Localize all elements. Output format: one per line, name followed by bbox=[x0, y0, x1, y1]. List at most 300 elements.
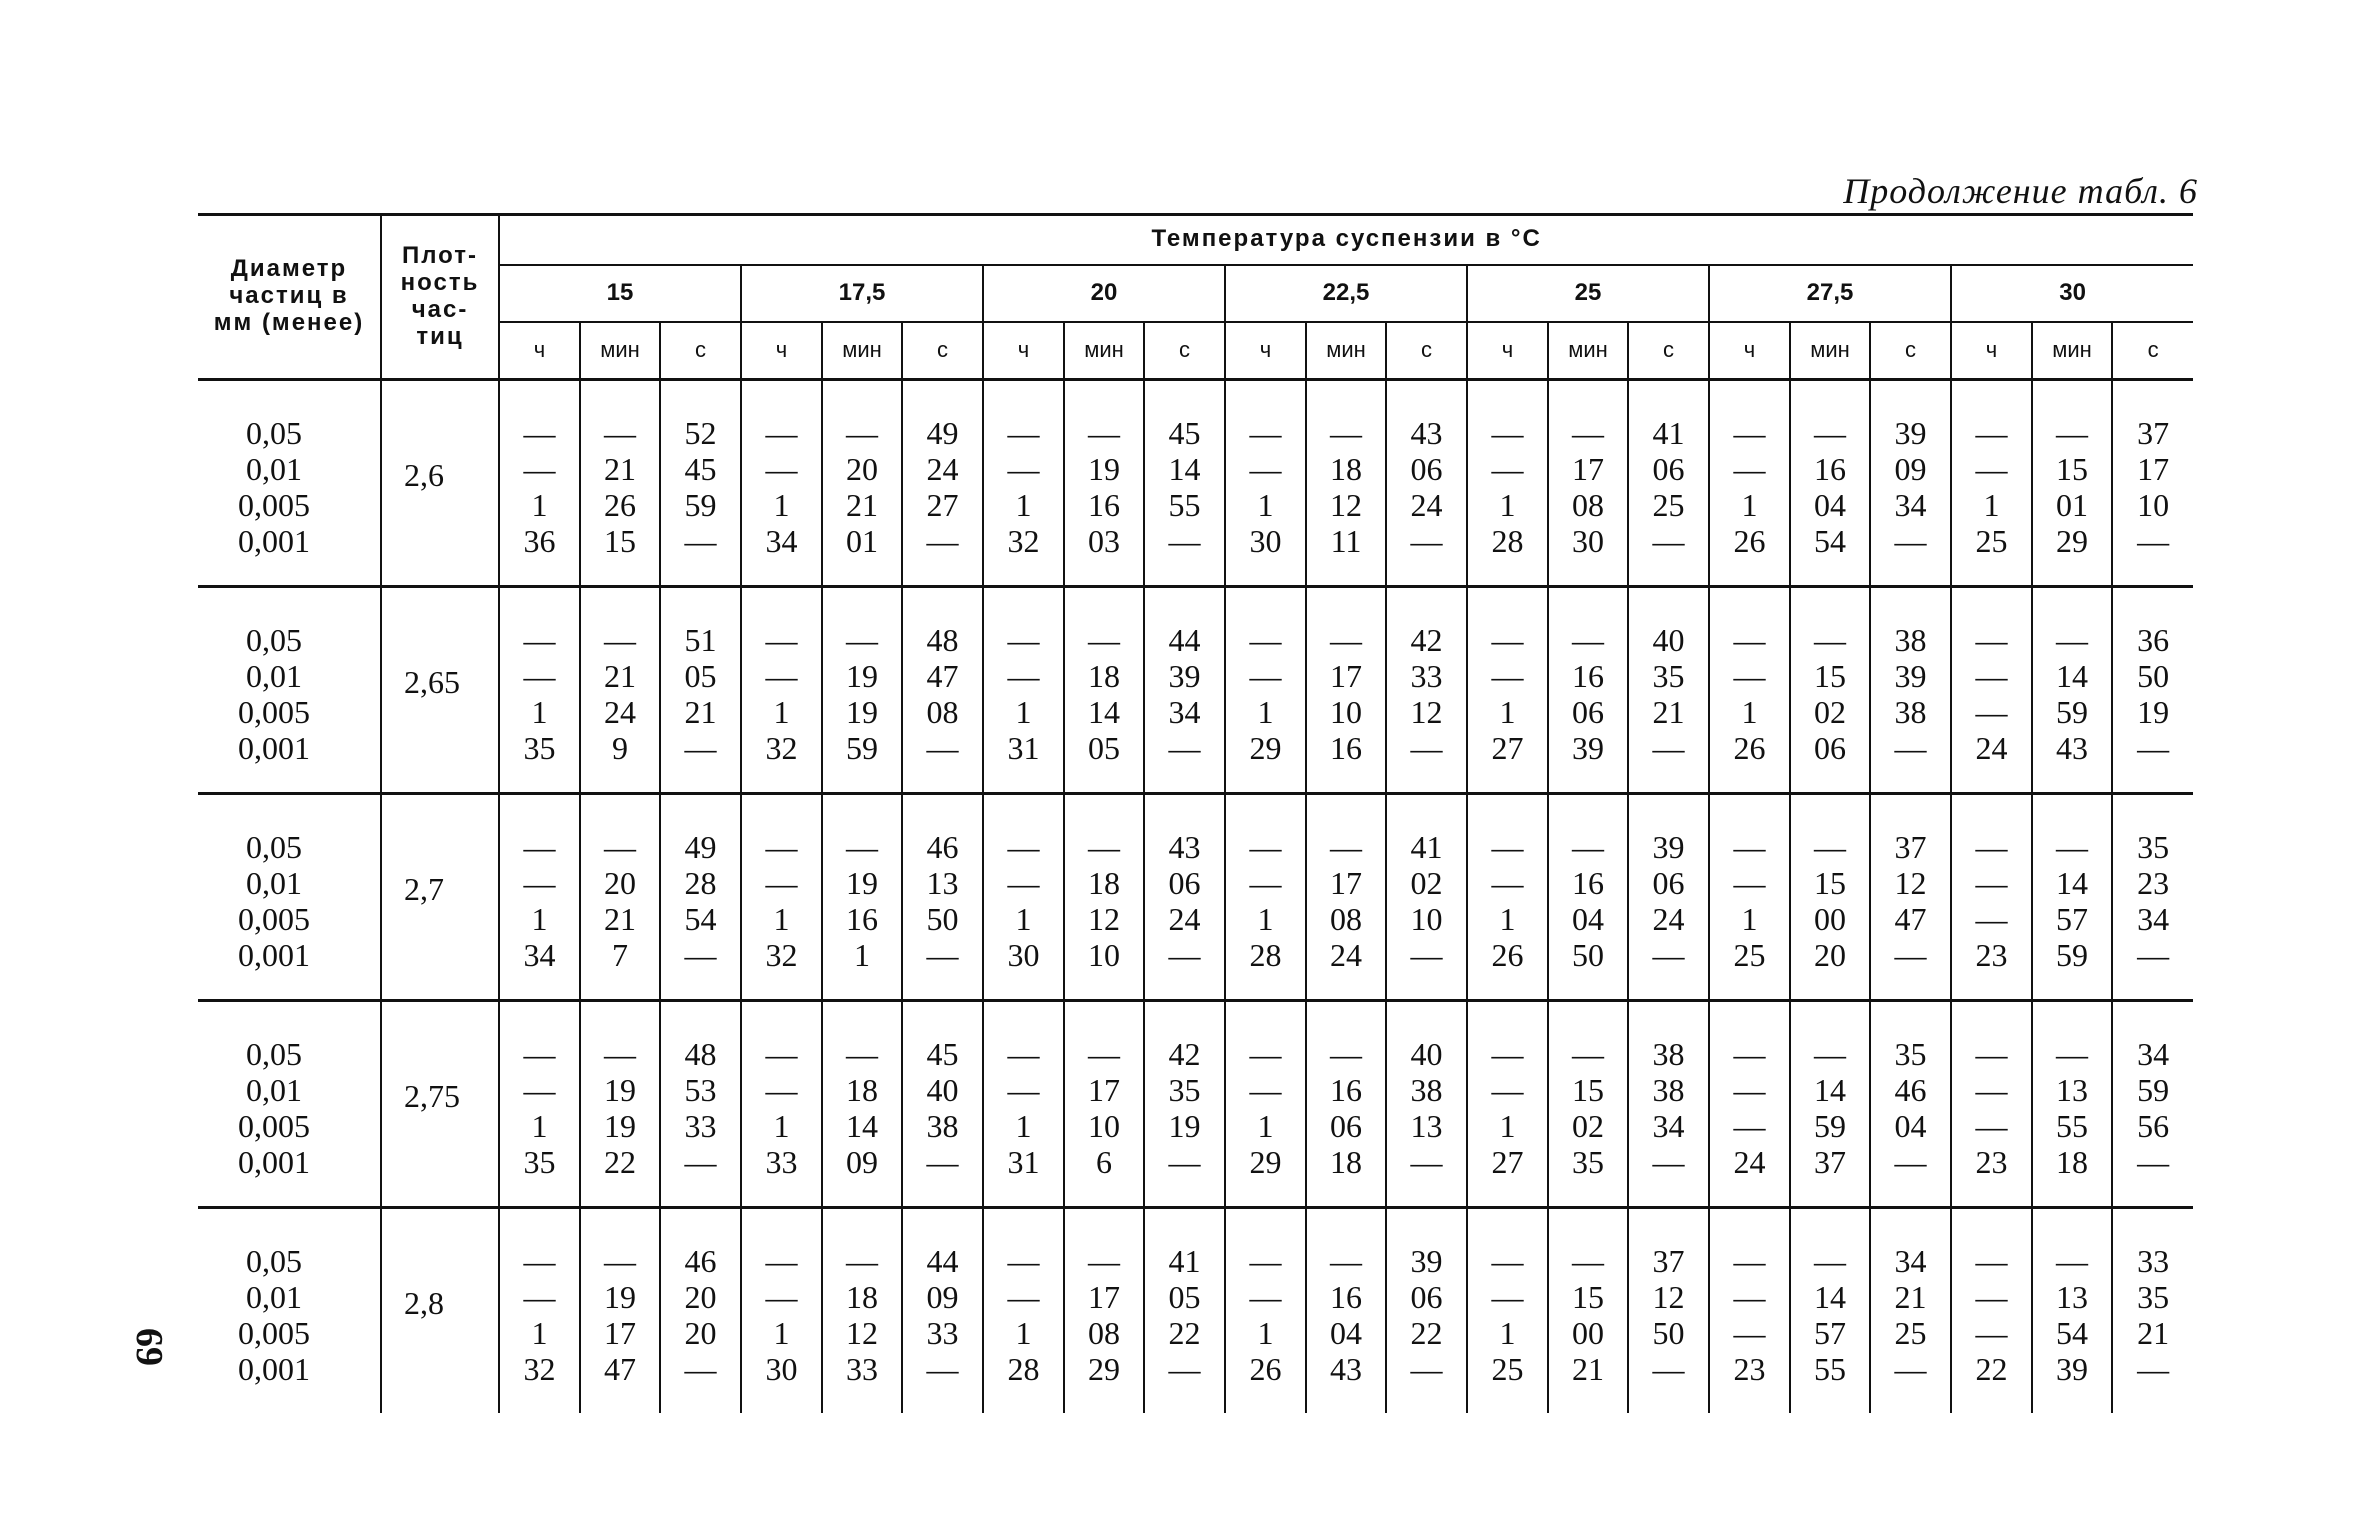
time-value: 28 bbox=[1491, 522, 1524, 559]
time-cell bbox=[1870, 586, 1951, 793]
diameter-value: 0,01 bbox=[246, 657, 302, 694]
time-value: 32 bbox=[523, 1350, 556, 1387]
time-value: — bbox=[1249, 828, 1282, 865]
time-value: — bbox=[684, 936, 717, 973]
time-value: 1 bbox=[1499, 1107, 1516, 1144]
time-cell bbox=[1144, 1000, 1225, 1207]
time-value: — bbox=[523, 1071, 556, 1108]
time-value: 35 bbox=[523, 1143, 556, 1180]
header-unit: с bbox=[1386, 322, 1467, 380]
time-value: — bbox=[846, 414, 878, 451]
time-value: — bbox=[604, 828, 636, 865]
diameter-value: 0,05 bbox=[246, 621, 302, 658]
time-value: 39 bbox=[1572, 729, 1604, 766]
time-value: 32 bbox=[1007, 522, 1040, 559]
header-unit: ч bbox=[983, 322, 1064, 380]
time-cell bbox=[660, 793, 741, 1000]
time-value: 50 bbox=[1572, 936, 1604, 973]
time-cell bbox=[2112, 793, 2193, 1000]
time-cell bbox=[580, 793, 660, 1000]
time-value: — bbox=[523, 828, 556, 865]
time-value: 19 bbox=[2137, 693, 2170, 730]
time-cell bbox=[1064, 793, 1144, 1000]
time-value: — bbox=[2056, 828, 2088, 865]
time-value: — bbox=[1491, 864, 1524, 901]
time-value: 32 bbox=[765, 936, 798, 973]
time-value: 24 bbox=[1733, 1143, 1766, 1180]
time-value: — bbox=[523, 657, 556, 694]
time-value: 55 bbox=[1814, 1350, 1846, 1387]
time-value: 49 bbox=[684, 828, 717, 865]
time-value: — bbox=[1249, 657, 1282, 694]
diameter-value: 0,05 bbox=[246, 1035, 302, 1072]
time-value: 1 bbox=[1015, 1314, 1032, 1351]
time-value: — bbox=[1168, 936, 1201, 973]
time-cell bbox=[1064, 379, 1144, 586]
time-value: 19 bbox=[604, 1071, 636, 1108]
time-value: 19 bbox=[846, 693, 878, 730]
time-value: — bbox=[2056, 621, 2088, 658]
time-value: — bbox=[604, 1242, 636, 1279]
diameter-value: 0,01 bbox=[246, 1278, 302, 1315]
time-value: — bbox=[1007, 828, 1040, 865]
time-value: 25 bbox=[1894, 1314, 1927, 1351]
diameter-value: 0,005 bbox=[238, 486, 310, 523]
time-value: — bbox=[1975, 1242, 2008, 1279]
time-value: — bbox=[765, 1071, 798, 1108]
time-value: 04 bbox=[1572, 900, 1604, 937]
time-value: — bbox=[1168, 1143, 1201, 1180]
time-value: 14 bbox=[1814, 1071, 1846, 1108]
time-value: — bbox=[1894, 1350, 1927, 1387]
time-value: — bbox=[1249, 450, 1282, 487]
time-value: 10 bbox=[1410, 900, 1443, 937]
time-value: — bbox=[1410, 522, 1443, 559]
time-value: 21 bbox=[684, 693, 717, 730]
header-unit: с bbox=[660, 322, 741, 380]
time-cell bbox=[1628, 793, 1709, 1000]
time-value: — bbox=[1975, 828, 2008, 865]
header-density: Плот-ность час-тиц bbox=[381, 215, 499, 380]
time-value: — bbox=[1330, 1242, 1362, 1279]
time-value: 1 bbox=[1015, 486, 1032, 523]
time-value: 35 bbox=[1652, 657, 1685, 694]
time-value: 06 bbox=[1652, 450, 1685, 487]
time-value: — bbox=[1733, 657, 1766, 694]
time-value: 03 bbox=[1088, 522, 1120, 559]
header-temp-6: 30 bbox=[1951, 265, 2193, 322]
time-value: 54 bbox=[1814, 522, 1846, 559]
time-value: 22 bbox=[1410, 1314, 1443, 1351]
header-unit: мин bbox=[580, 322, 660, 380]
time-cell bbox=[1064, 1000, 1144, 1207]
time-cell bbox=[741, 586, 822, 793]
time-value: — bbox=[1330, 414, 1362, 451]
time-value: 34 bbox=[1652, 1107, 1685, 1144]
time-value: 38 bbox=[926, 1107, 959, 1144]
time-value: 23 bbox=[1975, 1143, 2008, 1180]
time-value: 27 bbox=[1491, 729, 1524, 766]
time-value: 17 bbox=[1088, 1278, 1120, 1315]
time-value: 48 bbox=[926, 621, 959, 658]
time-cell bbox=[1225, 793, 1306, 1000]
time-value: 08 bbox=[1088, 1314, 1120, 1351]
time-value: 12 bbox=[1410, 693, 1443, 730]
time-value: 48 bbox=[684, 1035, 717, 1072]
time-cell bbox=[1709, 586, 1790, 793]
time-value: 30 bbox=[1249, 522, 1282, 559]
time-value: 25 bbox=[1652, 486, 1685, 523]
time-cell bbox=[2112, 1207, 2193, 1413]
time-value: 24 bbox=[1410, 486, 1443, 523]
diameter-value: 0,01 bbox=[246, 864, 302, 901]
time-value: — bbox=[1894, 1143, 1927, 1180]
time-cell bbox=[1870, 793, 1951, 1000]
time-value: 06 bbox=[1814, 729, 1846, 766]
time-value: 28 bbox=[684, 864, 717, 901]
time-value: — bbox=[1814, 1242, 1846, 1279]
time-value: 39 bbox=[1894, 657, 1927, 694]
time-value: 27 bbox=[1491, 1143, 1524, 1180]
time-value: — bbox=[2137, 1143, 2170, 1180]
time-value: 1 bbox=[1499, 486, 1516, 523]
time-value: — bbox=[1168, 522, 1201, 559]
time-value: 09 bbox=[846, 1143, 878, 1180]
time-value: — bbox=[1975, 450, 2008, 487]
time-cell bbox=[1548, 1000, 1628, 1207]
time-value: 52 bbox=[684, 414, 717, 451]
time-value: 28 bbox=[1249, 936, 1282, 973]
time-value: — bbox=[1975, 1035, 2008, 1072]
density-cell: 2,6 bbox=[381, 379, 499, 586]
time-value: 47 bbox=[926, 657, 959, 694]
time-value: 34 bbox=[1894, 486, 1927, 523]
time-value: 29 bbox=[1249, 729, 1282, 766]
time-value: 27 bbox=[926, 486, 959, 523]
time-value: 36 bbox=[523, 522, 556, 559]
time-value: 06 bbox=[1330, 1107, 1362, 1144]
time-cell bbox=[983, 793, 1064, 1000]
time-cell bbox=[2112, 1000, 2193, 1207]
time-value: 16 bbox=[1572, 657, 1604, 694]
time-cell bbox=[1386, 379, 1467, 586]
time-cell bbox=[1144, 793, 1225, 1000]
time-value: 33 bbox=[926, 1314, 959, 1351]
time-value: — bbox=[1007, 1035, 1040, 1072]
time-value: 38 bbox=[1652, 1071, 1685, 1108]
time-value: 02 bbox=[1814, 693, 1846, 730]
time-cell bbox=[580, 586, 660, 793]
time-value: — bbox=[1975, 1278, 2008, 1315]
time-cell bbox=[660, 1207, 741, 1413]
time-cell bbox=[1386, 1207, 1467, 1413]
time-cell bbox=[1548, 793, 1628, 1000]
time-value: 37 bbox=[2137, 414, 2170, 451]
time-value: — bbox=[1975, 1107, 2008, 1144]
time-value: 23 bbox=[1975, 936, 2008, 973]
time-value: — bbox=[926, 1143, 959, 1180]
time-value: 01 bbox=[846, 522, 878, 559]
time-value: 57 bbox=[1814, 1314, 1846, 1351]
time-value: 13 bbox=[926, 864, 959, 901]
time-cell bbox=[1709, 1207, 1790, 1413]
time-value: 02 bbox=[1410, 864, 1443, 901]
time-value: 59 bbox=[2056, 693, 2088, 730]
time-value: 29 bbox=[1249, 1143, 1282, 1180]
time-cell bbox=[1870, 379, 1951, 586]
time-value: — bbox=[1007, 414, 1040, 451]
time-value: 21 bbox=[604, 450, 636, 487]
time-cell bbox=[1225, 379, 1306, 586]
time-value: 57 bbox=[2056, 900, 2088, 937]
time-value: — bbox=[1814, 828, 1846, 865]
time-value: 12 bbox=[1652, 1278, 1685, 1315]
time-value: 21 bbox=[846, 486, 878, 523]
time-value: 1 bbox=[1257, 486, 1274, 523]
time-value: — bbox=[1975, 1071, 2008, 1108]
time-value: — bbox=[1733, 1107, 1766, 1144]
header-temp-2: 20 bbox=[983, 265, 1225, 322]
time-cell bbox=[580, 379, 660, 586]
time-value: 1 bbox=[1741, 486, 1758, 523]
time-value: — bbox=[1491, 414, 1524, 451]
time-value: 16 bbox=[1814, 450, 1846, 487]
time-cell bbox=[1548, 586, 1628, 793]
time-value: 25 bbox=[1733, 936, 1766, 973]
time-value: 22 bbox=[604, 1143, 636, 1180]
time-cell bbox=[902, 379, 983, 586]
time-value: 22 bbox=[1168, 1314, 1201, 1351]
time-value: 00 bbox=[1814, 900, 1846, 937]
time-cell bbox=[660, 379, 741, 586]
time-cell bbox=[1709, 379, 1790, 586]
header-unit: ч bbox=[1225, 322, 1306, 380]
time-value: 39 bbox=[1410, 1242, 1443, 1279]
time-value: 34 bbox=[1168, 693, 1201, 730]
time-value: 17 bbox=[1572, 450, 1604, 487]
time-value: — bbox=[684, 729, 717, 766]
time-value: 31 bbox=[1007, 729, 1040, 766]
time-value: — bbox=[1652, 936, 1685, 973]
time-value: 34 bbox=[523, 936, 556, 973]
time-value: 06 bbox=[1410, 1278, 1443, 1315]
diameter-cell bbox=[198, 586, 381, 793]
time-cell bbox=[1790, 1000, 1870, 1207]
time-value: 50 bbox=[926, 900, 959, 937]
time-value: — bbox=[1733, 864, 1766, 901]
time-value: 16 bbox=[1330, 1071, 1362, 1108]
time-value: — bbox=[1007, 450, 1040, 487]
time-cell bbox=[499, 1000, 580, 1207]
time-value: 18 bbox=[1330, 1143, 1362, 1180]
time-value: — bbox=[1410, 1350, 1443, 1387]
time-value: — bbox=[1330, 828, 1362, 865]
time-value: 01 bbox=[2056, 486, 2088, 523]
time-value: — bbox=[1249, 1035, 1282, 1072]
time-value: 06 bbox=[1652, 864, 1685, 901]
time-value: — bbox=[1652, 1143, 1685, 1180]
time-value: 13 bbox=[2056, 1278, 2088, 1315]
time-cell bbox=[1225, 586, 1306, 793]
diameter-value: 0,005 bbox=[238, 1107, 310, 1144]
time-value: 38 bbox=[1894, 693, 1927, 730]
time-value: 28 bbox=[1007, 1350, 1040, 1387]
time-cell bbox=[1306, 1207, 1386, 1413]
time-value: 17 bbox=[2137, 450, 2170, 487]
time-value: 06 bbox=[1168, 864, 1201, 901]
time-cell bbox=[741, 1000, 822, 1207]
time-value: 19 bbox=[1088, 450, 1120, 487]
time-value: — bbox=[1491, 1071, 1524, 1108]
time-value: — bbox=[1652, 1350, 1685, 1387]
time-value: 59 bbox=[2137, 1071, 2170, 1108]
time-cell bbox=[499, 793, 580, 1000]
density-cell: 2,75 bbox=[381, 1000, 499, 1207]
time-cell bbox=[660, 1000, 741, 1207]
header-unit: с bbox=[1628, 322, 1709, 380]
header-temp-5: 27,5 bbox=[1709, 265, 1951, 322]
time-value: 1 bbox=[773, 1314, 790, 1351]
header-unit: ч bbox=[499, 322, 580, 380]
header-temp-0: 15 bbox=[499, 265, 741, 322]
time-value: — bbox=[1733, 621, 1766, 658]
diameter-cell bbox=[198, 793, 381, 1000]
time-value: 11 bbox=[1330, 522, 1362, 559]
header-unit: мин bbox=[822, 322, 902, 380]
time-value: 05 bbox=[684, 657, 717, 694]
time-value: 25 bbox=[1975, 522, 2008, 559]
time-cell bbox=[2112, 379, 2193, 586]
time-value: 10 bbox=[1330, 693, 1362, 730]
time-cell bbox=[822, 1207, 902, 1413]
time-value: — bbox=[523, 450, 556, 487]
time-value: 26 bbox=[1733, 522, 1766, 559]
time-value: — bbox=[1975, 1314, 2008, 1351]
time-value: 47 bbox=[1894, 900, 1927, 937]
diameter-value: 0,001 bbox=[238, 936, 310, 973]
time-value: — bbox=[1007, 1242, 1040, 1279]
time-value: 1 bbox=[1257, 1107, 1274, 1144]
time-value: — bbox=[1168, 729, 1201, 766]
time-value: — bbox=[684, 1143, 717, 1180]
time-value: 08 bbox=[1330, 900, 1362, 937]
time-value: 10 bbox=[2137, 486, 2170, 523]
time-value: 14 bbox=[1088, 693, 1120, 730]
time-value: — bbox=[1733, 1314, 1766, 1351]
time-value: 05 bbox=[1168, 1278, 1201, 1315]
time-value: 04 bbox=[1894, 1107, 1927, 1144]
time-cell bbox=[1306, 1000, 1386, 1207]
page-number: 69 bbox=[128, 1328, 170, 1366]
time-value: — bbox=[1652, 522, 1685, 559]
time-value: 14 bbox=[1814, 1278, 1846, 1315]
time-value: 15 bbox=[1814, 864, 1846, 901]
time-value: 43 bbox=[1410, 414, 1443, 451]
time-value: — bbox=[2056, 1035, 2088, 1072]
time-value: 15 bbox=[1572, 1278, 1604, 1315]
time-value: 47 bbox=[604, 1350, 636, 1387]
time-value: — bbox=[2056, 414, 2088, 451]
diameter-value: 0,001 bbox=[238, 729, 310, 766]
time-value: — bbox=[1088, 1242, 1120, 1279]
time-value: 24 bbox=[604, 693, 636, 730]
header-temp-1: 17,5 bbox=[741, 265, 983, 322]
time-value: 26 bbox=[1733, 729, 1766, 766]
sedimentation-table bbox=[198, 213, 2193, 1413]
time-value: 19 bbox=[846, 657, 878, 694]
time-cell bbox=[660, 586, 741, 793]
time-value: 7 bbox=[612, 936, 628, 973]
header-unit: ч bbox=[741, 322, 822, 380]
time-value: 20 bbox=[684, 1314, 717, 1351]
header-unit: мин bbox=[2032, 322, 2112, 380]
time-value: — bbox=[765, 1278, 798, 1315]
time-value: 26 bbox=[1491, 936, 1524, 973]
table-header bbox=[198, 215, 2193, 380]
time-value: 38 bbox=[1410, 1071, 1443, 1108]
time-value: 40 bbox=[926, 1071, 959, 1108]
time-value: — bbox=[1249, 1278, 1282, 1315]
time-value: 39 bbox=[1894, 414, 1927, 451]
time-cell bbox=[1144, 1207, 1225, 1413]
time-value: — bbox=[1007, 1278, 1040, 1315]
time-value: — bbox=[1572, 1242, 1604, 1279]
time-cell bbox=[1951, 586, 2032, 793]
time-cell bbox=[983, 1207, 1064, 1413]
time-value: 18 bbox=[846, 1071, 878, 1108]
time-value: 1 bbox=[1257, 1314, 1274, 1351]
time-value: 30 bbox=[765, 1350, 798, 1387]
time-value: 1 bbox=[1983, 486, 2000, 523]
time-value: 41 bbox=[1168, 1242, 1201, 1279]
time-value: 13 bbox=[1410, 1107, 1443, 1144]
time-value: 00 bbox=[1572, 1314, 1604, 1351]
time-cell bbox=[1548, 379, 1628, 586]
time-value: — bbox=[926, 729, 959, 766]
time-value: 41 bbox=[1410, 828, 1443, 865]
time-cell bbox=[741, 1207, 822, 1413]
time-value: — bbox=[926, 1350, 959, 1387]
time-value: 12 bbox=[846, 1314, 878, 1351]
time-cell bbox=[2032, 793, 2112, 1000]
time-value: 1 bbox=[1741, 900, 1758, 937]
time-value: 35 bbox=[2137, 1278, 2170, 1315]
time-value: 50 bbox=[2137, 657, 2170, 694]
time-value: 6 bbox=[1096, 1143, 1112, 1180]
time-cell bbox=[1386, 1000, 1467, 1207]
time-cell bbox=[1870, 1000, 1951, 1207]
time-value: 35 bbox=[523, 729, 556, 766]
time-value: — bbox=[1491, 657, 1524, 694]
time-value: — bbox=[1249, 864, 1282, 901]
time-value: 16 bbox=[1330, 1278, 1362, 1315]
diameter-value: 0,005 bbox=[238, 1314, 310, 1351]
time-value: 1 bbox=[1499, 693, 1516, 730]
time-value: — bbox=[765, 864, 798, 901]
time-value: — bbox=[1330, 1035, 1362, 1072]
time-value: — bbox=[1007, 1071, 1040, 1108]
time-value: — bbox=[1975, 621, 2008, 658]
time-value: 46 bbox=[926, 828, 959, 865]
time-value: — bbox=[846, 1242, 878, 1279]
time-value: 1 bbox=[1257, 900, 1274, 937]
time-value: 40 bbox=[1410, 1035, 1443, 1072]
time-value: 34 bbox=[1894, 1242, 1927, 1279]
time-value: 23 bbox=[1733, 1350, 1766, 1387]
time-value: 09 bbox=[1894, 450, 1927, 487]
time-value: 1 bbox=[1015, 1107, 1032, 1144]
diameter-value: 0,01 bbox=[246, 1071, 302, 1108]
